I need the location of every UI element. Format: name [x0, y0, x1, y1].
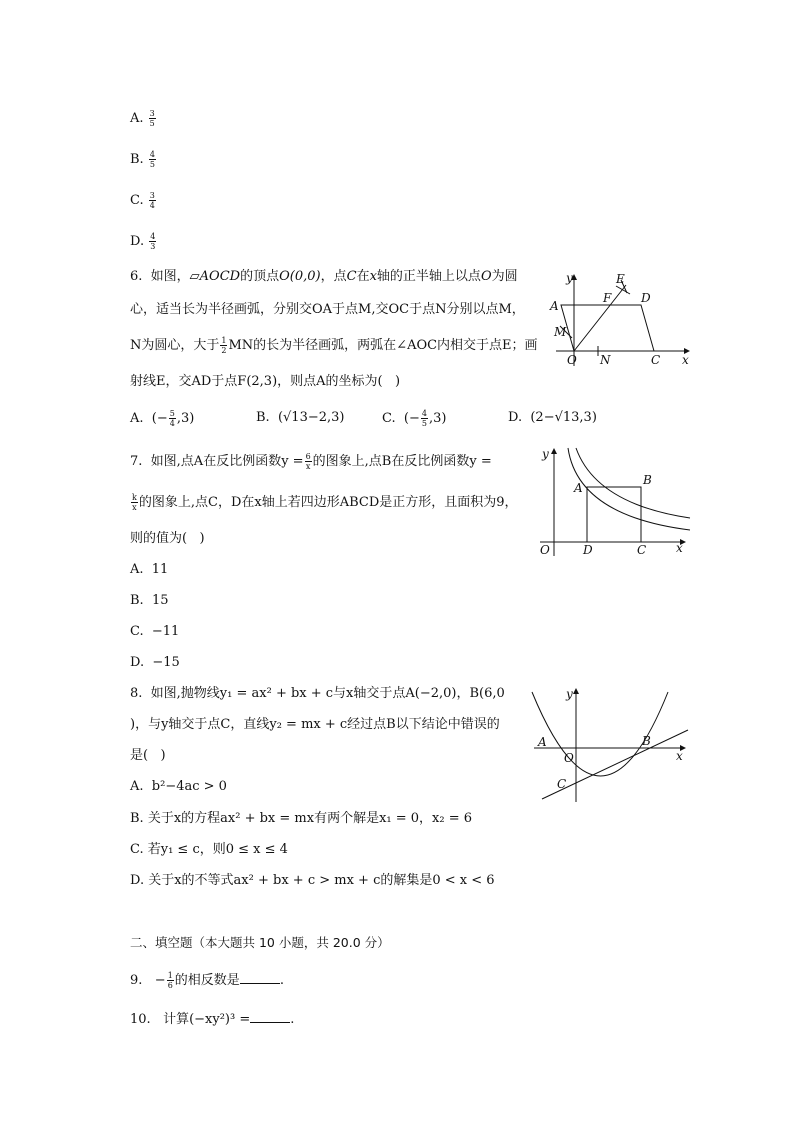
q8-label-o: O — [564, 751, 574, 765]
q7-option-a: A. 11 — [130, 562, 169, 577]
q7-label-a: A — [574, 481, 583, 495]
q7-line3: 则的值为( ) — [130, 531, 205, 546]
fraction: $\frac{6}{x}$ — [305, 452, 311, 471]
section-title-fill-blank: 二、填空题（本大题共 10 小题，共 20.0 分） — [130, 935, 390, 950]
q7-option-b: B. 15 — [130, 593, 169, 608]
q6-label-a: A — [550, 299, 559, 313]
fraction: $\frac{4}{5}$ — [421, 409, 427, 428]
q8-label-b: B — [642, 734, 651, 748]
q6-label-e: E — [616, 272, 625, 286]
q6-option-d: D. (2−√13,3) — [508, 410, 597, 425]
q6-ray — [574, 285, 626, 351]
q6-option-c: C. (− $\frac{4}{5}$ ,3) — [382, 409, 447, 428]
q7-label-b: B — [643, 473, 652, 487]
q6-line2: 心，适当长为半径画弧，分别交OA于点M,交OC于点N分别以点M， — [130, 302, 525, 317]
q6-label-o: O — [567, 353, 577, 367]
q7-curve-6 — [568, 448, 690, 530]
answer-blank[interactable] — [250, 1010, 290, 1023]
q6-label-d: D — [641, 291, 651, 305]
q6-line3: N为圆心，大于 $\frac{1}{2}$ MN的长为半径画弧，两弧在∠AOC内相交于点E；画 — [130, 336, 538, 355]
q7-label-c: C — [637, 543, 647, 557]
q8-label-a: A — [538, 735, 547, 749]
q8-label-c: C — [557, 777, 567, 791]
q8-line2: )，与y轴交于点C，直线y₂ = mx + c经过点B以下结论中错误的 — [130, 717, 500, 732]
q6-line4: 射线E，交AD于点F(2,3)，则点A的坐标为( ) — [130, 374, 401, 389]
q7-figure — [536, 444, 692, 558]
q6-label-x: x — [682, 353, 689, 367]
q6-option-b: B. (√13−2,3) — [256, 410, 345, 425]
q6-label-y: y — [566, 271, 573, 285]
fraction: $\frac{4}{3}$ — [150, 232, 156, 251]
q8-label-x: x — [676, 749, 683, 763]
q6-label-m: M — [554, 325, 567, 339]
q5-option-c: C. $\frac{3}{4}$ — [130, 191, 155, 210]
q6-parallelogram — [561, 305, 654, 351]
q7-square — [587, 487, 641, 542]
q7-y-arrow — [551, 448, 557, 454]
q7-option-c: C. −11 — [130, 624, 180, 639]
q8-figure — [528, 684, 694, 806]
q6-label-f: F — [603, 291, 612, 305]
fraction: $\frac{1}{2}$ — [221, 336, 227, 355]
fraction: $\frac{5}{4}$ — [169, 409, 175, 428]
fraction: $\frac{3}{5}$ — [149, 109, 155, 128]
fraction: $\frac{4}{5}$ — [149, 150, 155, 169]
q8-option-d: D. 关于x的不等式ax² + bx + c > mx + c的解集是0 < x < 6 — [130, 873, 495, 888]
q7-line1: 7. 如图,点A在反比例函数y = $\frac{6}{x}$ 的图象上,点B在反比例函数y = — [130, 452, 492, 471]
q5-option-d: D. $\frac{4}{3}$ — [130, 232, 156, 251]
answer-blank[interactable] — [240, 971, 280, 984]
fraction: $\frac{3}{4}$ — [149, 191, 155, 210]
q7-option-d: D. −15 — [130, 655, 180, 670]
q5-option-a: A. $\frac{3}{5}$ — [130, 109, 155, 128]
q5-option-b: B. $\frac{4}{5}$ — [130, 150, 155, 169]
q9: 9. − $\frac{1}{6}$ 的相反数是 . — [130, 971, 284, 990]
q6-line1: 6. 如图，▱AOCD的顶点O(0,0)，点C在x轴的正半轴上以点O为圆 — [130, 269, 518, 284]
fraction: $\frac{1}{6}$ — [167, 971, 173, 990]
q6-option-a: A. (− $\frac{5}{4}$ ,3) — [130, 409, 195, 428]
q7-label-y: y — [542, 447, 549, 461]
q8-option-a: A. b²−4ac > 0 — [130, 779, 227, 794]
q7-label-o: O — [540, 543, 550, 557]
q8-option-b: B. 关于x的方程ax² + bx = mx有两个解是x₁ = 0，x₂ = 6 — [130, 811, 473, 826]
q6-label-c: C — [651, 353, 661, 367]
q7-curve-k — [576, 448, 690, 518]
q8-y-arrow — [573, 688, 579, 694]
q6-arc-e1 — [616, 286, 630, 294]
q8-label-y: y — [566, 687, 573, 701]
q7-label-d: D — [583, 543, 593, 557]
q8-option-c: C. 若y₁ ≤ c，则0 ≤ x ≤ 4 — [130, 842, 288, 857]
q6-figure — [548, 266, 696, 370]
fraction: $\frac{k}{x}$ — [132, 493, 137, 512]
q7-label-x: x — [676, 541, 683, 555]
q8-line3: 是( ) — [130, 748, 166, 763]
q10: 10. 计算(−xy²)³ = . — [130, 1012, 295, 1027]
q8-line1: 8. 如图,抛物线y₁ = ax² + bx + c与x轴交于点A(−2,0)，B(6,0 — [130, 686, 505, 701]
q6-label-n: N — [600, 353, 611, 367]
q7-line2: $\frac{k}{x}$ 的图象上,点C，D在x轴上若四边形ABCD是正方形，且面积为9， — [132, 493, 518, 512]
